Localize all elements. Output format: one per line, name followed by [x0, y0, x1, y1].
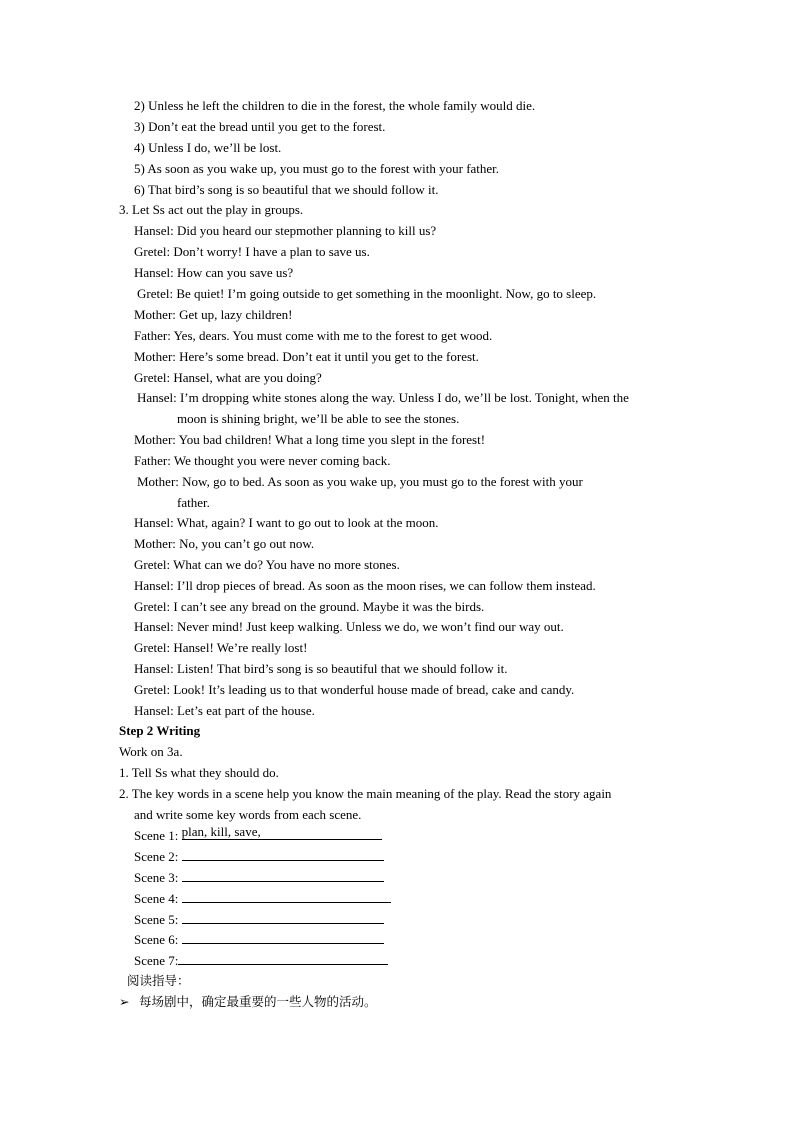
dialogue-line: Father: Yes, dears. You must come with me to the forest to get wood. [134, 328, 493, 343]
scene-label: Scene 2: [134, 849, 179, 864]
dialogue-line: Gretel: Look! It’s leading us to that wonderful house made of bread, cake and candy. [134, 682, 575, 697]
scene-answer-field[interactable] [182, 847, 384, 861]
scene-answer-field[interactable] [182, 930, 384, 944]
dialogue-line: Gretel: Hansel! We’re really lost! [134, 640, 308, 655]
dialogue-line: Mother: Now, go to bed. As soon as you wake up, you must go to the forest with your [137, 474, 583, 489]
scene-row [134, 910, 384, 929]
dialogue-line-continued: moon is shining bright, we’ll be able to see the stones. [177, 411, 460, 426]
dialogue-line-continued: father. [177, 495, 210, 510]
scene-row [134, 889, 391, 908]
scene-answer-field[interactable] [182, 868, 384, 882]
scene-row [134, 868, 384, 887]
step2-heading: Step 2 Writing [119, 723, 201, 738]
scene-label: Scene 5: [134, 912, 179, 927]
dialogue-line: Mother: You bad children! What a long time you slept in the forest! [134, 432, 486, 447]
guide-title: 阅读指导： [127, 973, 190, 988]
dialogue-line: Hansel: I’m dropping white stones along the way. Unless I do, we’ll be lost. Tonight, when the [137, 390, 629, 405]
scene-label: Scene 6: [134, 932, 179, 947]
scene-label: Scene 4: [134, 891, 179, 906]
work-on-label: Work on 3a. [119, 744, 183, 759]
dialogue-line: Gretel: I can’t see any bread on the ground. Maybe it was the birds. [134, 599, 485, 614]
dialogue-line: Hansel: How can you save us? [134, 265, 294, 280]
sentence-5: 5) As soon as you wake up, you must go to the forest with your father. [134, 161, 500, 176]
scene-label: Scene 3: [134, 870, 179, 885]
dialogue-line: Gretel: Be quiet! I’m going outside to get something in the moonlight. Now, go to sleep. [137, 286, 597, 301]
scene-answer-field[interactable] [182, 889, 391, 903]
dialogue-line: Mother: No, you can’t go out now. [134, 536, 315, 551]
dialogue-line: Hansel: What, again? I want to go out to look at the moon. [134, 515, 439, 530]
scene-answer: plan, kill, save, [181, 824, 261, 839]
scene-answer-field[interactable] [178, 951, 388, 965]
dialogue-line: Hansel: Let’s eat part of the house. [134, 703, 315, 718]
arrow-bullet-icon: ➢ [119, 994, 130, 1009]
dialogue-line: Father: We thought you were never coming back. [134, 453, 391, 468]
step3-instruction: 3. Let Ss act out the play in groups. [119, 202, 304, 217]
scene-answer-field[interactable] [182, 910, 384, 924]
sentence-3: 3) Don’t eat the bread until you get to the forest. [134, 119, 386, 134]
dialogue-line: Mother: Get up, lazy children! [134, 307, 293, 322]
task-1: 1. Tell Ss what they should do. [119, 765, 279, 780]
task-2-continued: and write some key words from each scene. [134, 807, 362, 822]
scene-row [134, 951, 388, 970]
sentence-2: 2) Unless he left the children to die in the forest, the whole family would die. [134, 98, 536, 113]
guide-item-text: 每场剧中，确定最重要的一些人物的活动。 [139, 994, 377, 1009]
dialogue-line: Gretel: Hansel, what are you doing? [134, 370, 322, 385]
sentence-6: 6) That bird’s song is so beautiful that we should follow it. [134, 182, 439, 197]
dialogue-line: Hansel: Did you heard our stepmother planning to kill us? [134, 223, 437, 238]
scene-label: Scene 1: [134, 828, 179, 843]
scene-label: Scene 7: [134, 953, 179, 968]
dialogue-line: Mother: Here’s some bread. Don’t eat it until you get to the forest. [134, 349, 479, 364]
scene-row [134, 847, 384, 866]
dialogue-line: Hansel: Never mind! Just keep walking. Unless we do, we won’t find our way out. [134, 619, 564, 634]
dialogue-line: Gretel: What can we do? You have no more stones. [134, 557, 400, 572]
task-2: 2. The key words in a scene help you know the main meaning of the play. Read the story again [119, 786, 612, 801]
scene-row [134, 930, 384, 949]
dialogue-line: Gretel: Don’t worry! I have a plan to save us. [134, 244, 370, 259]
dialogue-line: Hansel: I’ll drop pieces of bread. As soon as the moon rises, we can follow them instead. [134, 578, 596, 593]
guide-item [119, 993, 377, 1011]
scene-row [134, 826, 382, 845]
scene-answer-field[interactable] [182, 826, 382, 840]
dialogue-line: Hansel: Listen! That bird’s song is so beautiful that we should follow it. [134, 661, 508, 676]
sentence-4: 4) Unless I do, we’ll be lost. [134, 140, 282, 155]
